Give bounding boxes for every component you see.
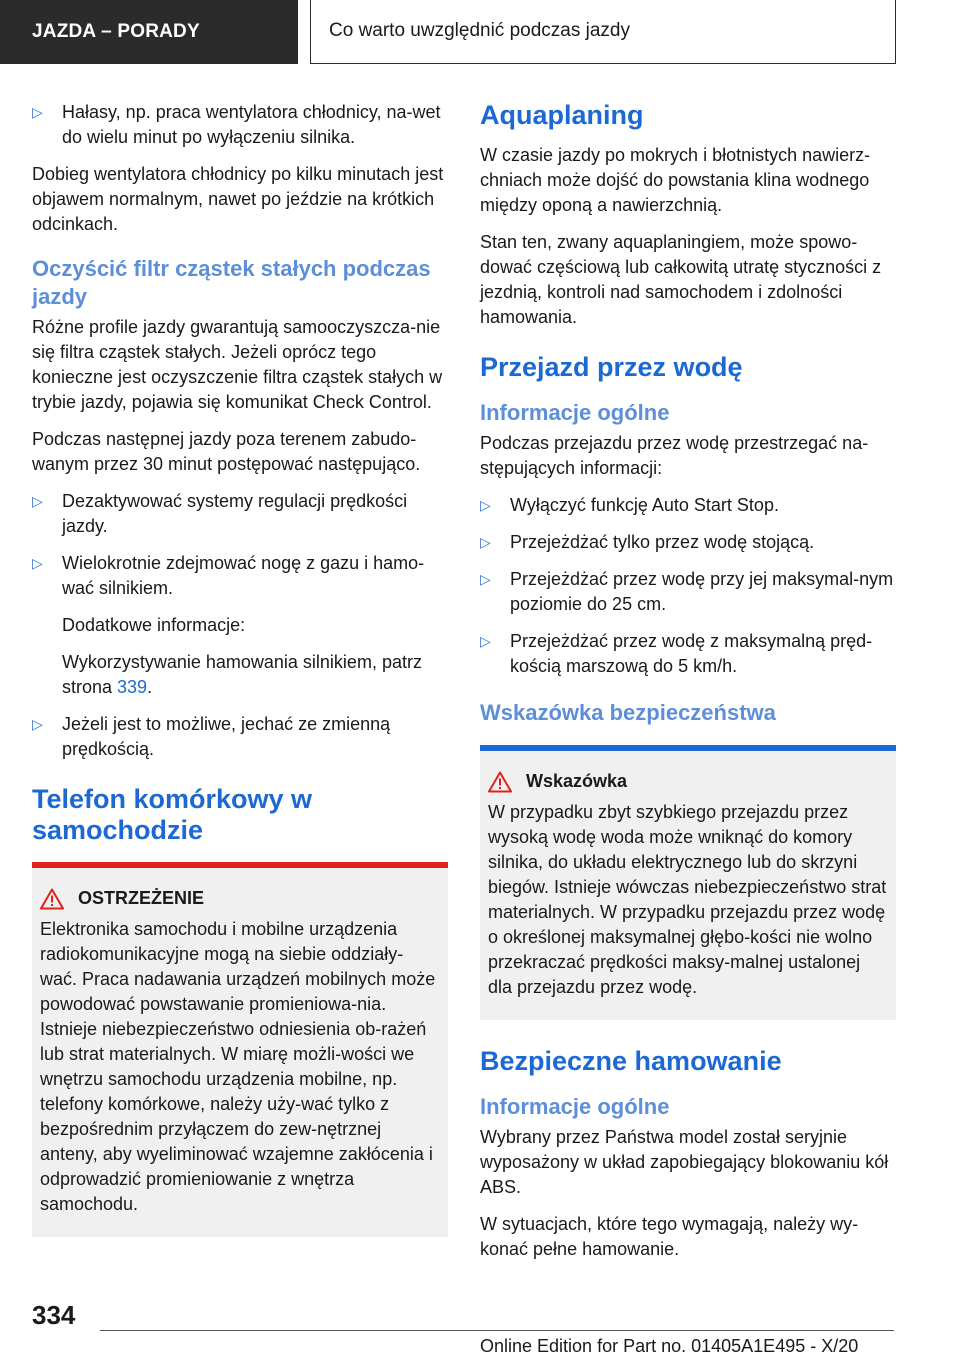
- section-heading-filter: Oczyścić filtr cząstek stałych podczas jazdy: [32, 256, 431, 309]
- cross-reference: Wykorzystywanie hamowania silnikiem, patrz strona 339.: [62, 652, 422, 697]
- triangle-bullet-icon: ▷: [480, 571, 491, 587]
- section-heading-water: Przejazd przez wodę: [480, 352, 743, 382]
- note-box: [480, 745, 896, 1020]
- note-title: Wskazówka: [488, 769, 888, 794]
- paragraph: Podczas następnej jazdy poza terenem zabudo-wanym przez 30 minut postępować następująco.: [32, 429, 421, 474]
- list-item: ▷ Dezaktywować systemy regulacji prędkości jazdy.: [32, 491, 408, 536]
- subheading-general: Informacje ogólne: [480, 400, 670, 425]
- paragraph: Dobieg wentylatora chłodnicy po kilku minutach jest objawem normalnym, nawet po jeździe na krótkich odcinkach.: [32, 164, 444, 234]
- right-column: [480, 100, 896, 1274]
- list-item: ▷ Jeżeli jest to możliwe, jechać ze zmienną prędkością.: [32, 714, 391, 759]
- warning-text: Elektronika samochodu i mobilne urządzenia radiokomunikacyjne mogą na siebie oddziały-wać. Praca nadawania urządzeń mobilnych może powodować powstawanie promieniowa-nia. Istnieje niebezpieczeństwo odniesienia ob-rażeń lub strat materialnych. W miarę możli-wości we wnętrzu samochodu urządzenia mobilne, np. telefony komórkowe, należy uży-wać tylko z bezpośrednim przyłączem do zew-nętrznej anteny, aby wyeliminować wzajemne zakłócenia i odprowadzić promieniowanie z wnętrza samochodu.: [40, 919, 436, 1214]
- note-text: W przypadku zbyt szybkiego przejazdu przez wysoką wodę woda może wniknąć do komory silnika, do układu elektrycznego lub do skrzyni biegów. Istnieje wówczas niebezpieczeństwo strat materialnych. W przypadku przejazdu przez wodę o określonej maksymalnej głębo-kości nie wolno przekraczać prędkości maksy-malnej ustalonej dla przejazdu przez wodę.: [488, 802, 887, 997]
- paragraph: W czasie jazdy po mokrych i błotnistych nawierz-chniach może dojść do powstania klina wodnego między oponą a nawierzchnią.: [480, 145, 871, 215]
- warning-title: OSTRZEŻENIE: [40, 886, 440, 911]
- section-tab: JAZDA – PORADY: [0, 0, 298, 64]
- warning-triangle-icon: [40, 888, 64, 910]
- triangle-bullet-icon: ▷: [32, 493, 43, 509]
- paragraph: Stan ten, zwany aquaplaningiem, może spowo-dować częściową lub całkowitą utratę styczności z jezdnią, kontroli nad samochodem i zdolności hamowania.: [480, 232, 882, 327]
- list-item: ▷ Przejeżdżać przez wodę z maksymalną pręd-kością marszową do 5 km/h.: [480, 631, 873, 676]
- left-column: [32, 100, 448, 1237]
- paragraph: Podczas przejazdu przez wodę przestrzegać na-stępujących informacji:: [480, 433, 869, 478]
- paragraph: Wybrany przez Państwa model został seryjnie wyposażony w układ zapobiegający blokowaniu kół ABS.: [480, 1127, 889, 1197]
- page-number: 334: [32, 1300, 76, 1330]
- warning-triangle-icon: [488, 771, 512, 793]
- triangle-bullet-icon: ▷: [480, 497, 491, 513]
- warning-box: [32, 862, 448, 1237]
- paragraph: Różne profile jazdy gwarantują samooczyszcza-nie się filtra cząstek stałych. Jeżeli oprócz tego konieczne jest oczyszczenie filtra cząstek stałych w trybie jazdy, pojawia się komunikat Check Control.: [32, 317, 443, 412]
- list-item: ▷ Wielokrotnie zdejmować nogę z gazu i hamo-wać silnikiem.: [32, 553, 425, 598]
- page-link[interactable]: 339: [117, 677, 148, 697]
- extra-info-label: Dodatkowe informacje:: [62, 615, 246, 635]
- list-item: ▷ Wyłączyć funkcję Auto Start Stop.: [480, 493, 896, 518]
- footer-divider: [100, 1330, 894, 1331]
- subheading-general: Informacje ogólne: [480, 1094, 670, 1119]
- page-header: [0, 0, 960, 64]
- triangle-bullet-icon: ▷: [32, 716, 43, 732]
- section-heading-phone: Telefon komórkowy w samochodzie: [32, 784, 313, 845]
- paragraph: W sytuacjach, które tego wymagają, należy wy-konać pełne hamowanie.: [480, 1214, 859, 1259]
- list-item: ▷ Hałasy, np. praca wentylatora chłodnicy, na-wet do wielu minut po wyłączeniu silnika.: [32, 102, 441, 147]
- section-heading-braking: Bezpieczne hamowanie: [480, 1046, 782, 1076]
- list-item: ▷ Przejeżdżać tylko przez wodę stojącą.: [480, 530, 896, 555]
- section-heading-aquaplaning: Aquaplaning: [480, 100, 644, 130]
- triangle-bullet-icon: ▷: [32, 104, 43, 120]
- list-item: ▷ Przejeżdżać przez wodę przy jej maksymal-nym poziomie do 25 cm.: [480, 569, 894, 614]
- subheading-safety: Wskazówka bezpieczeństwa: [480, 700, 776, 725]
- triangle-bullet-icon: ▷: [32, 555, 43, 571]
- edition-text: Online Edition for Part no. 01405A1E495 - X/20: [480, 1336, 859, 1356]
- chapter-title: Co warto uwzględnić podczas jazdy: [310, 0, 896, 64]
- triangle-bullet-icon: ▷: [480, 534, 491, 550]
- triangle-bullet-icon: ▷: [480, 633, 491, 649]
